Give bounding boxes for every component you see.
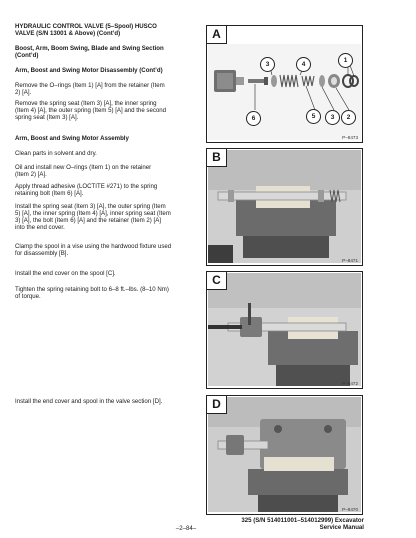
- page-number: –2–84–: [175, 525, 197, 532]
- callout-item-1: 1: [338, 53, 353, 68]
- figure-b-vise-photo: [208, 150, 361, 263]
- subsection-heading-line-1: Boost, Arm, Boom Swing, Blade and Swing Section: [15, 45, 164, 52]
- figure-a-photo-number: P–8473: [342, 135, 358, 140]
- callout-item-3-bottom: 3: [325, 110, 340, 125]
- step-remove-orings-line-2: 2) [A].: [15, 89, 32, 96]
- figure-d-valve-section-photo: [208, 397, 361, 512]
- step-tighten-bolt-line-2: of torque.: [15, 293, 41, 300]
- figure-b: [206, 148, 363, 266]
- disassembly-heading: Arm, Boost and Swing Motor Disassembly (Cont’d): [15, 67, 163, 74]
- figure-a: [206, 25, 363, 143]
- figure-c-letter: C: [207, 272, 227, 290]
- callout-item-5: 5: [306, 109, 321, 124]
- step-remove-orings-line-1: Remove the O–rings (Item 1) [A] from the retainer (Item: [15, 82, 165, 89]
- figure-d-photo-number: P–8470: [342, 507, 358, 512]
- step-install-end-cover: Install the end cover on the spool [C].: [15, 270, 116, 277]
- section-title-line-1: HYDRAULIC CONTROL VALVE (5–Spool) HUSCO: [15, 23, 157, 30]
- step-remove-springs-line-3: spring seat (Item 3) [A].: [15, 114, 79, 121]
- footer-model-line: 325 (S/N 514011001–514012999) Excavator: [241, 517, 364, 524]
- callout-item-3-top: 3: [260, 57, 275, 72]
- figure-d-letter: D: [207, 396, 227, 414]
- step-install-spool-in-valve: Install the end cover and spool in the valve section [D].: [15, 398, 163, 405]
- step-thread-adhesive-line-1: Apply thread adhesive (LOCTITE #271) to the spring: [15, 183, 158, 190]
- assembly-heading: Arm, Boost and Swing Motor Assembly: [15, 135, 129, 142]
- step-remove-springs-line-2: (Item 4) [A], the outer spring (Item 5) [A] and the second: [15, 107, 167, 114]
- figure-d: [206, 395, 363, 515]
- figure-b-photo-number: P–8471: [342, 258, 358, 263]
- figure-c-photo-number: P–8472: [342, 381, 358, 386]
- figure-b-letter: B: [207, 149, 227, 167]
- footer-manual-line: Service Manual: [319, 524, 364, 531]
- figure-c: [206, 271, 363, 389]
- step-install-orings-line-1: Oil and install new O–rings (Item 1) on the retainer: [15, 164, 152, 171]
- callout-item-6: 6: [246, 111, 261, 126]
- step-clamp-spool-line-1: Clamp the spool in a vise using the hardwood fixture used: [15, 243, 172, 250]
- step-install-springs-line-3: 3) [A], the bolt (Item 6) [A] and the retainer (Item 2) [A]: [15, 217, 161, 224]
- section-title-line-2: VALVE (S/N 13001 & Above) (Cont’d): [15, 30, 121, 37]
- callout-item-2: 2: [341, 110, 356, 125]
- step-install-springs-line-1: Install the spring seat (Item 3) [A], the outer spring (Item: [15, 203, 166, 210]
- step-install-springs-line-2: 5) [A], the inner spring (Item 4) [A], inner spring seat (Item: [15, 210, 171, 217]
- step-remove-springs-line-1: Remove the spring seat (Item 3) [A], the inner spring: [15, 100, 157, 107]
- step-install-orings-line-2: (Item 2) [A].: [15, 171, 47, 178]
- step-tighten-bolt-line-1: Tighten the spring retaining bolt to 6–8 ft.–lbs. (8–10 Nm): [15, 286, 169, 293]
- figure-a-letter: A: [207, 26, 227, 44]
- step-clean-parts: Clean parts in solvent and dry.: [15, 150, 97, 157]
- step-install-springs-line-4: into the end cover.: [15, 224, 65, 231]
- figure-c-end-cover-photo: [208, 273, 361, 386]
- step-clamp-spool-line-2: for disassembly [B].: [15, 250, 69, 257]
- subsection-heading-line-2: (Cont’d): [15, 52, 39, 59]
- callout-item-4: 4: [296, 57, 311, 72]
- step-thread-adhesive-line-2: retaining bolt (Item 6) [A].: [15, 190, 84, 197]
